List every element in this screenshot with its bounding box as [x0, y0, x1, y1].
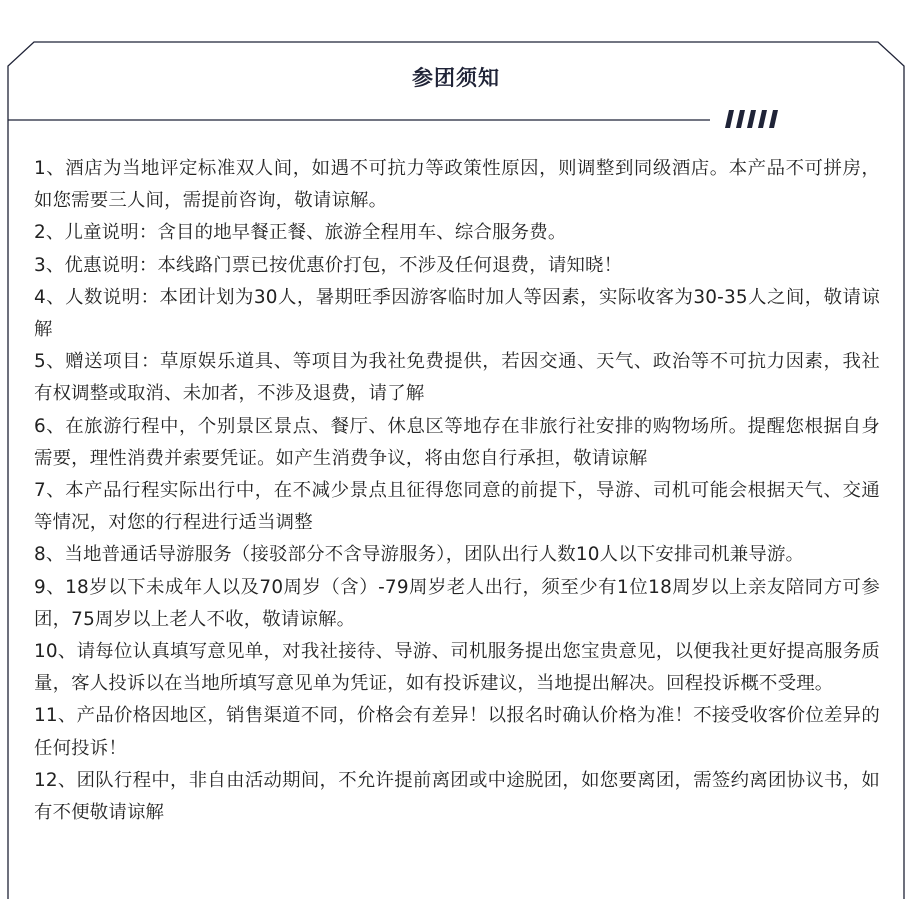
- notice-item: 10、请每位认真填写意见单，对我社接待、导游、司机服务提出您宝贵意见，以便我社更好提高服务质量，客人投诉以在当地所填写意见单为凭证，如有投诉建议，当地提出解决。回程投诉概不受理。: [34, 641, 880, 695]
- notice-item: 7、本产品行程实际出行中，在不减少景点且征得您同意的前提下，导游、司机可能会根据天气、交通等情况，对您的行程进行适当调整: [34, 480, 880, 534]
- notice-item: 2、儿童说明：含目的地早餐正餐、旅游全程用车、综合服务费。: [34, 222, 567, 244]
- notice-item: 5、赠送项目：草原娱乐道具、等项目为我社免费提供，若因交通、天气、政治等不可抗力因素，我社有权调整或取消、未加者，不涉及退费，请了解: [34, 351, 880, 405]
- notice-item: 9、18岁以下未成年人以及70周岁（含）-79周岁老人出行，须至少有1位18周岁以上亲友陪同方可参团，75周岁以上老人不收，敬请谅解。: [34, 576, 880, 630]
- notice-item: 1、酒店为当地评定标准双人间，如遇不可抗力等政策性原因，则调整到同级酒店。本产品不可拼房，如您需要三人间，需提前咨询，敬请谅解。: [34, 158, 880, 212]
- notice-item: 8、当地普通话导游服务（接驳部分不含导游服务），团队出行人数10人以下安排司机兼导游。: [34, 544, 805, 566]
- notice-item: 12、团队行程中，非自由活动期间，不允许提前离团或中途脱团，如您要离团，需签约离团协议书，如有不便敬请谅解: [34, 769, 880, 824]
- notice-item: 11、产品价格因地区，销售渠道不同，价格会有差异！以报名时确认价格为准！不接受收客价位差异的任何投诉！: [34, 705, 880, 759]
- page-title: 参团须知: [412, 66, 500, 90]
- notice-list: [34, 153, 880, 829]
- notice-item: 4、人数说明：本团计划为30人，暑期旺季因游客临时加人等因素，实际收客为30-35人之间，敬请谅解: [34, 286, 880, 341]
- notice-item: 6、在旅游行程中，个别景区景点、餐厅、休息区等地存在非旅行社安排的购物场所。提醒您根据自身需要，理性消费并索要凭证。如产生消费争议，将由您自行承担，敬请谅解: [34, 415, 880, 469]
- slash-decoration-icon: [724, 108, 784, 130]
- notice-item: 3、优惠说明：本线路门票已按优惠价打包，不涉及任何退费，请知晓！: [34, 254, 623, 276]
